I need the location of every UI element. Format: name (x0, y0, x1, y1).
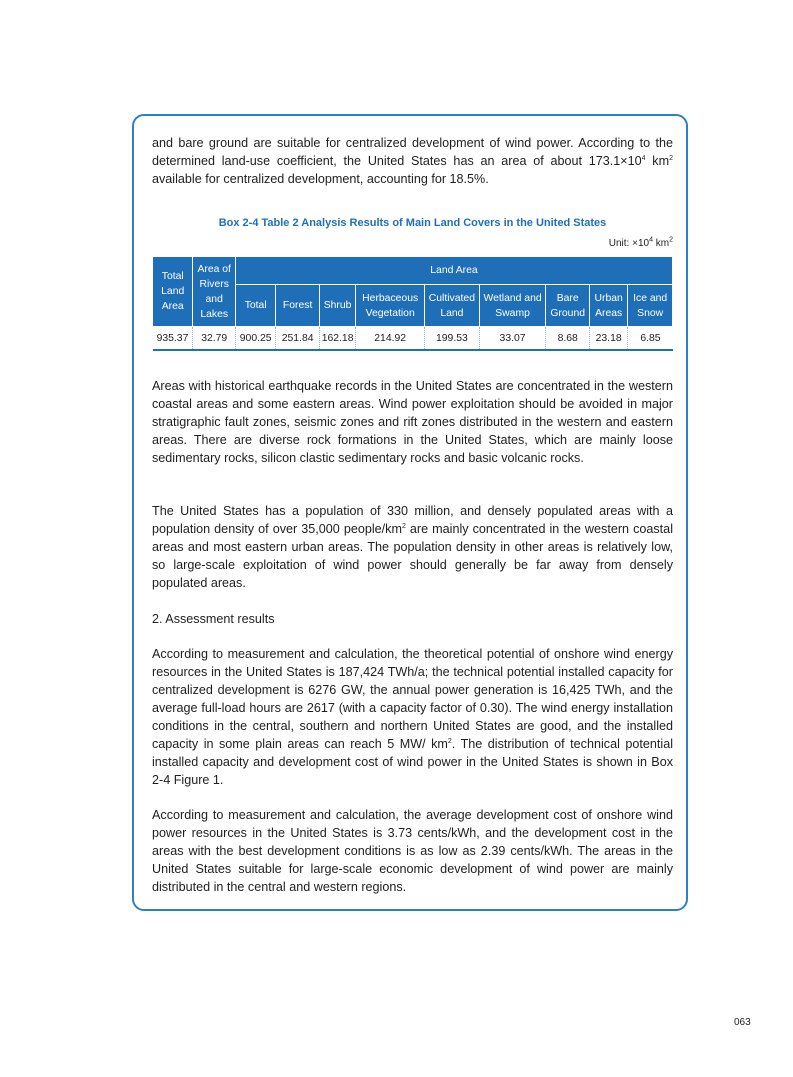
intro-sup-1: 4 (641, 154, 646, 162)
assessment-text-1: According to measurement and calculation, the theoretical potential of onshore wind energy resources in the United States is 187,424 TWh/a; the technical potential installed capacity for centralized development is 6276 GW, the annual power generation is 16,425 TWh, and the average full-load hours are 2617 (with a capacity factor of 0.30). The wind energy installation conditions in the central, southern and northern United States are good, and the installed capacity in some plain areas can reach 5 MW/ km (152, 647, 673, 751)
intro-paragraph (152, 134, 673, 188)
unit-exp2: 2 (669, 236, 673, 244)
unit-prefix: Unit: ×10 (608, 238, 650, 249)
header-wetland: Wetland and Swamp (479, 285, 546, 327)
header-herbaceous: Herbaceous Vegetation (356, 285, 425, 327)
population-sup: 2 (401, 522, 406, 530)
unit-exp: 4 (649, 236, 653, 244)
cell-cultivated: 199.53 (425, 327, 480, 351)
header-ice: Ice and Snow (628, 285, 673, 327)
header-shrub: Shrub (319, 285, 355, 327)
header-total: Total (235, 285, 275, 327)
intro-text-1: and bare ground are suitable for centralized development of wind power. According to the determined land-use coefficient, the United States has an area of about 173.1×10 (152, 136, 673, 168)
section-heading: 2. Assessment results (152, 612, 275, 626)
land-cover-table (152, 256, 673, 351)
cell-shrub: 162.18 (319, 327, 355, 351)
cell-urban: 23.18 (589, 327, 627, 351)
cell-total: 900.25 (235, 327, 275, 351)
intro-text-3: available for centralized development, accounting for 18.5%. (152, 172, 489, 186)
unit-km: km (652, 238, 670, 249)
table-caption: Box 2-4 Table 2 Analysis Results of Main Land Covers in the United States (218, 217, 607, 229)
cell-wetland: 33.07 (479, 327, 546, 351)
cell-ice: 6.85 (628, 327, 673, 351)
cell-forest: 251.84 (276, 327, 319, 351)
assessment-paragraph (152, 645, 673, 789)
cell-rivers-lakes: 32.79 (193, 327, 235, 351)
header-forest: Forest (276, 285, 319, 327)
header-total-land-area: Total Land Area (153, 257, 193, 327)
header-cultivated: Cultivated Land (425, 285, 480, 327)
population-paragraph (152, 502, 673, 592)
header-urban: Urban Areas (589, 285, 627, 327)
table-row (153, 327, 673, 351)
cell-herbaceous: 214.92 (356, 327, 425, 351)
header-land-area: Land Area (235, 257, 672, 285)
earthquake-paragraph: Areas with historical earthquake records in the United States are concentrated in the western coastal areas and some eastern areas. Wind power exploitation should be avoided in major stratigraphic fault zones, seismic zones and rift zones distributed in the western and eastern areas. There are diverse rock formations in the United States, which are mainly loose sedimentary rocks, silicon clastic sedimentary rocks and basic volcanic rocks. (152, 379, 673, 465)
table-unit (609, 238, 673, 249)
population-text-1: The United States has a population of 330 million, and densely populated areas with a population density of over 35,000 people/km (152, 504, 673, 536)
header-rivers-lakes: Area of Rivers and Lakes (193, 257, 235, 327)
page-number: 063 (734, 1017, 751, 1028)
population-text-2: are mainly concentrated in the western coastal areas and most eastern urban areas. The population density in other areas is relatively low, so large-scale exploitation of wind power should generally be far away from densely populated areas. (152, 522, 673, 590)
cell-bare: 8.68 (546, 327, 589, 351)
assessment-text-2: . The distribution of technical potential installed capacity and development cost of wind power in the United States is shown in Box 2-4 Figure 1. (152, 737, 673, 787)
assessment-sup: 2 (447, 737, 452, 745)
intro-text-2: km (645, 154, 670, 168)
cell-total-land-area: 935.37 (153, 327, 193, 351)
intro-sup-2: 2 (669, 154, 673, 162)
cost-paragraph: According to measurement and calculation, the average development cost of onshore wind power resources in the United States is 3.73 cents/kWh, and the development cost in the areas with the best development conditions is as low as 2.39 cents/kWh. The areas in the United States suitable for large-scale economic development of wind power are mainly distributed in the central and western regions. (152, 808, 673, 894)
header-bare: Bare Ground (546, 285, 589, 327)
